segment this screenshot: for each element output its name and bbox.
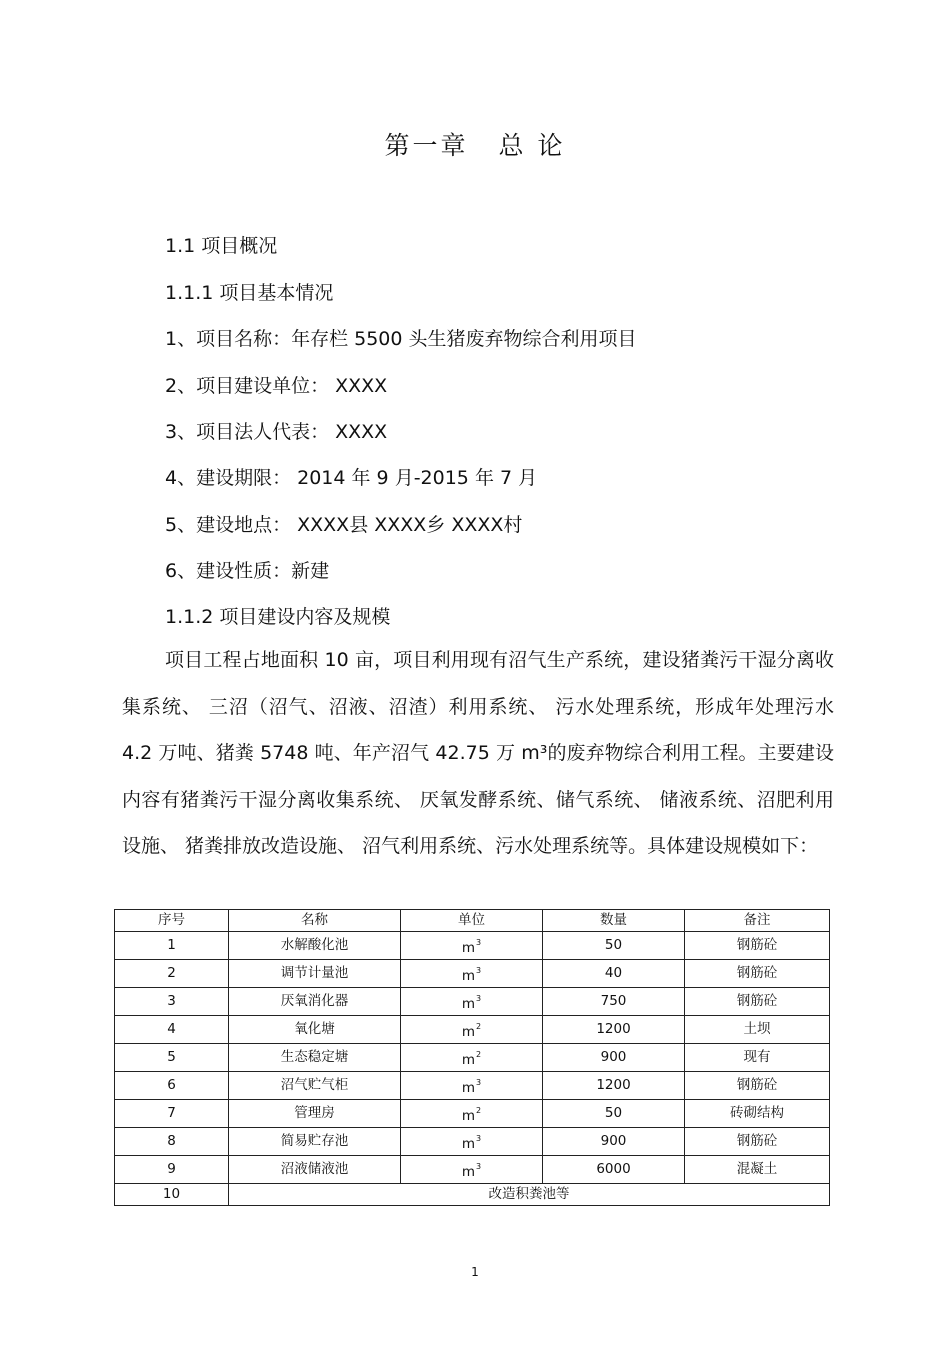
project-item-5: 5、建设地点： XXXX县 XXXX乡 XXXX村 (165, 514, 523, 536)
table-row (115, 960, 830, 988)
cell-unit (401, 960, 543, 988)
cell-name: 调节计量池 (229, 960, 401, 988)
unit-text: m (461, 1164, 476, 1180)
cell-no: 2 (115, 960, 229, 988)
cell-name: 生态稳定塘 (229, 1044, 401, 1072)
project-item-6: 6、建设性质：新建 (165, 560, 330, 582)
section-heading-1-1-1: 1.1.1 项目基本情况 (165, 282, 334, 304)
table-row (115, 1156, 830, 1184)
cell-unit (401, 1156, 543, 1184)
cell-qty: 6000 (543, 1156, 685, 1184)
cell-qty: 900 (543, 1128, 685, 1156)
unit-text: m (461, 1052, 476, 1068)
construction-scale-table (114, 909, 830, 1206)
cell-qty: 50 (543, 1100, 685, 1128)
unit-superscript: 3 (476, 1078, 482, 1087)
cell-qty: 1200 (543, 1072, 685, 1100)
cell-name: 厌氧消化器 (229, 988, 401, 1016)
unit-text: m (461, 1136, 476, 1152)
cell-name: 水解酸化池 (229, 932, 401, 960)
table-row (115, 1072, 830, 1100)
cell-note: 土坝 (685, 1016, 830, 1044)
page-title (0, 126, 950, 162)
project-item-4: 4、建设期限： 2014 年 9 月-2015 年 7 月 (165, 467, 538, 489)
cell-no: 9 (115, 1156, 229, 1184)
table-row (115, 1128, 830, 1156)
cell-name: 氧化塘 (229, 1016, 401, 1044)
unit-text: m (461, 940, 476, 956)
unit-superscript: 2 (476, 1050, 482, 1059)
cell-no: 4 (115, 1016, 229, 1044)
cell-unit (401, 1100, 543, 1128)
table-row (115, 1184, 830, 1206)
cell-name: 沼气贮气柜 (229, 1072, 401, 1100)
table-row (115, 1016, 830, 1044)
cell-note: 钢筋砼 (685, 960, 830, 988)
chapter-name: 总 论 (498, 131, 566, 160)
cell-note: 混凝土 (685, 1156, 830, 1184)
unit-superscript: 3 (476, 966, 482, 975)
cell-qty: 40 (543, 960, 685, 988)
unit-superscript: 2 (476, 1022, 482, 1031)
project-item-2: 2、项目建设单位： XXXX (165, 375, 388, 397)
table-row (115, 1044, 830, 1072)
section-heading-1-1-2: 1.1.2 项目建设内容及规模 (165, 606, 391, 628)
header-note: 备注 (685, 910, 830, 932)
cell-note: 砖砌结构 (685, 1100, 830, 1128)
header-name: 名称 (229, 910, 401, 932)
cell-note: 现有 (685, 1044, 830, 1072)
cell-unit (401, 932, 543, 960)
cell-unit (401, 1072, 543, 1100)
cell-merged: 改造积粪池等 (229, 1184, 830, 1206)
cell-note: 钢筋砼 (685, 988, 830, 1016)
cell-no: 6 (115, 1072, 229, 1100)
unit-text: m (461, 1108, 476, 1124)
cell-no: 8 (115, 1128, 229, 1156)
unit-superscript: 3 (476, 1162, 482, 1171)
cell-no: 3 (115, 988, 229, 1016)
table-row (115, 988, 830, 1016)
cell-qty: 900 (543, 1044, 685, 1072)
unit-text: m (461, 996, 476, 1012)
cell-qty: 1200 (543, 1016, 685, 1044)
chapter-label: 第一章 (384, 131, 469, 160)
cell-note: 钢筋砼 (685, 1072, 830, 1100)
cell-name: 沼液储液池 (229, 1156, 401, 1184)
unit-text: m (461, 1024, 476, 1040)
cell-name: 简易贮存池 (229, 1128, 401, 1156)
cell-qty: 750 (543, 988, 685, 1016)
project-item-3: 3、项目法人代表： XXXX (165, 421, 388, 443)
project-scope-paragraph: 项目工程占地面积 10 亩，项目利用现有沼气生产系统，建设猪粪污干湿分离收集系统、 三沼（沼气、沼液、沼渣）利用系统、 污水处理系统，形成年处理污水 4.2 万吨、猪粪 5748 吨、年产沼气 42.75 万 m³的废弃物综合利用工程。主要建设内容有猪粪污干湿分离收集系统、 厌氧发酵系统、储气系统、 储液系统、沼肥利用设施、 猪粪排放改造设施、 沼气利用系统、污水处理系统等。具体建设规模如下： (122, 649, 834, 857)
cell-qty: 50 (543, 932, 685, 960)
unit-superscript: 3 (476, 1134, 482, 1143)
unit-superscript: 3 (476, 994, 482, 1003)
header-qty: 数量 (543, 910, 685, 932)
unit-superscript: 3 (476, 938, 482, 947)
section-heading-1-1: 1.1 项目概况 (165, 235, 278, 257)
cell-no: 1 (115, 932, 229, 960)
unit-text: m (461, 968, 476, 984)
table-header-row (115, 910, 830, 932)
project-item-1: 1、项目名称：年存栏 5500 头生猪废弃物综合利用项目 (165, 328, 637, 350)
header-no: 序号 (115, 910, 229, 932)
unit-superscript: 2 (476, 1106, 482, 1115)
cell-note: 钢筋砼 (685, 1128, 830, 1156)
header-unit: 单位 (401, 910, 543, 932)
cell-no: 10 (115, 1184, 229, 1206)
cell-no: 5 (115, 1044, 229, 1072)
cell-unit (401, 1044, 543, 1072)
cell-no: 7 (115, 1100, 229, 1128)
cell-unit (401, 1016, 543, 1044)
cell-unit (401, 988, 543, 1016)
unit-text: m (461, 1080, 476, 1096)
cell-unit (401, 1128, 543, 1156)
cell-name: 管理房 (229, 1100, 401, 1128)
page-number: 1 (471, 1265, 479, 1279)
table-row (115, 932, 830, 960)
cell-note: 钢筋砼 (685, 932, 830, 960)
table-row (115, 1100, 830, 1128)
